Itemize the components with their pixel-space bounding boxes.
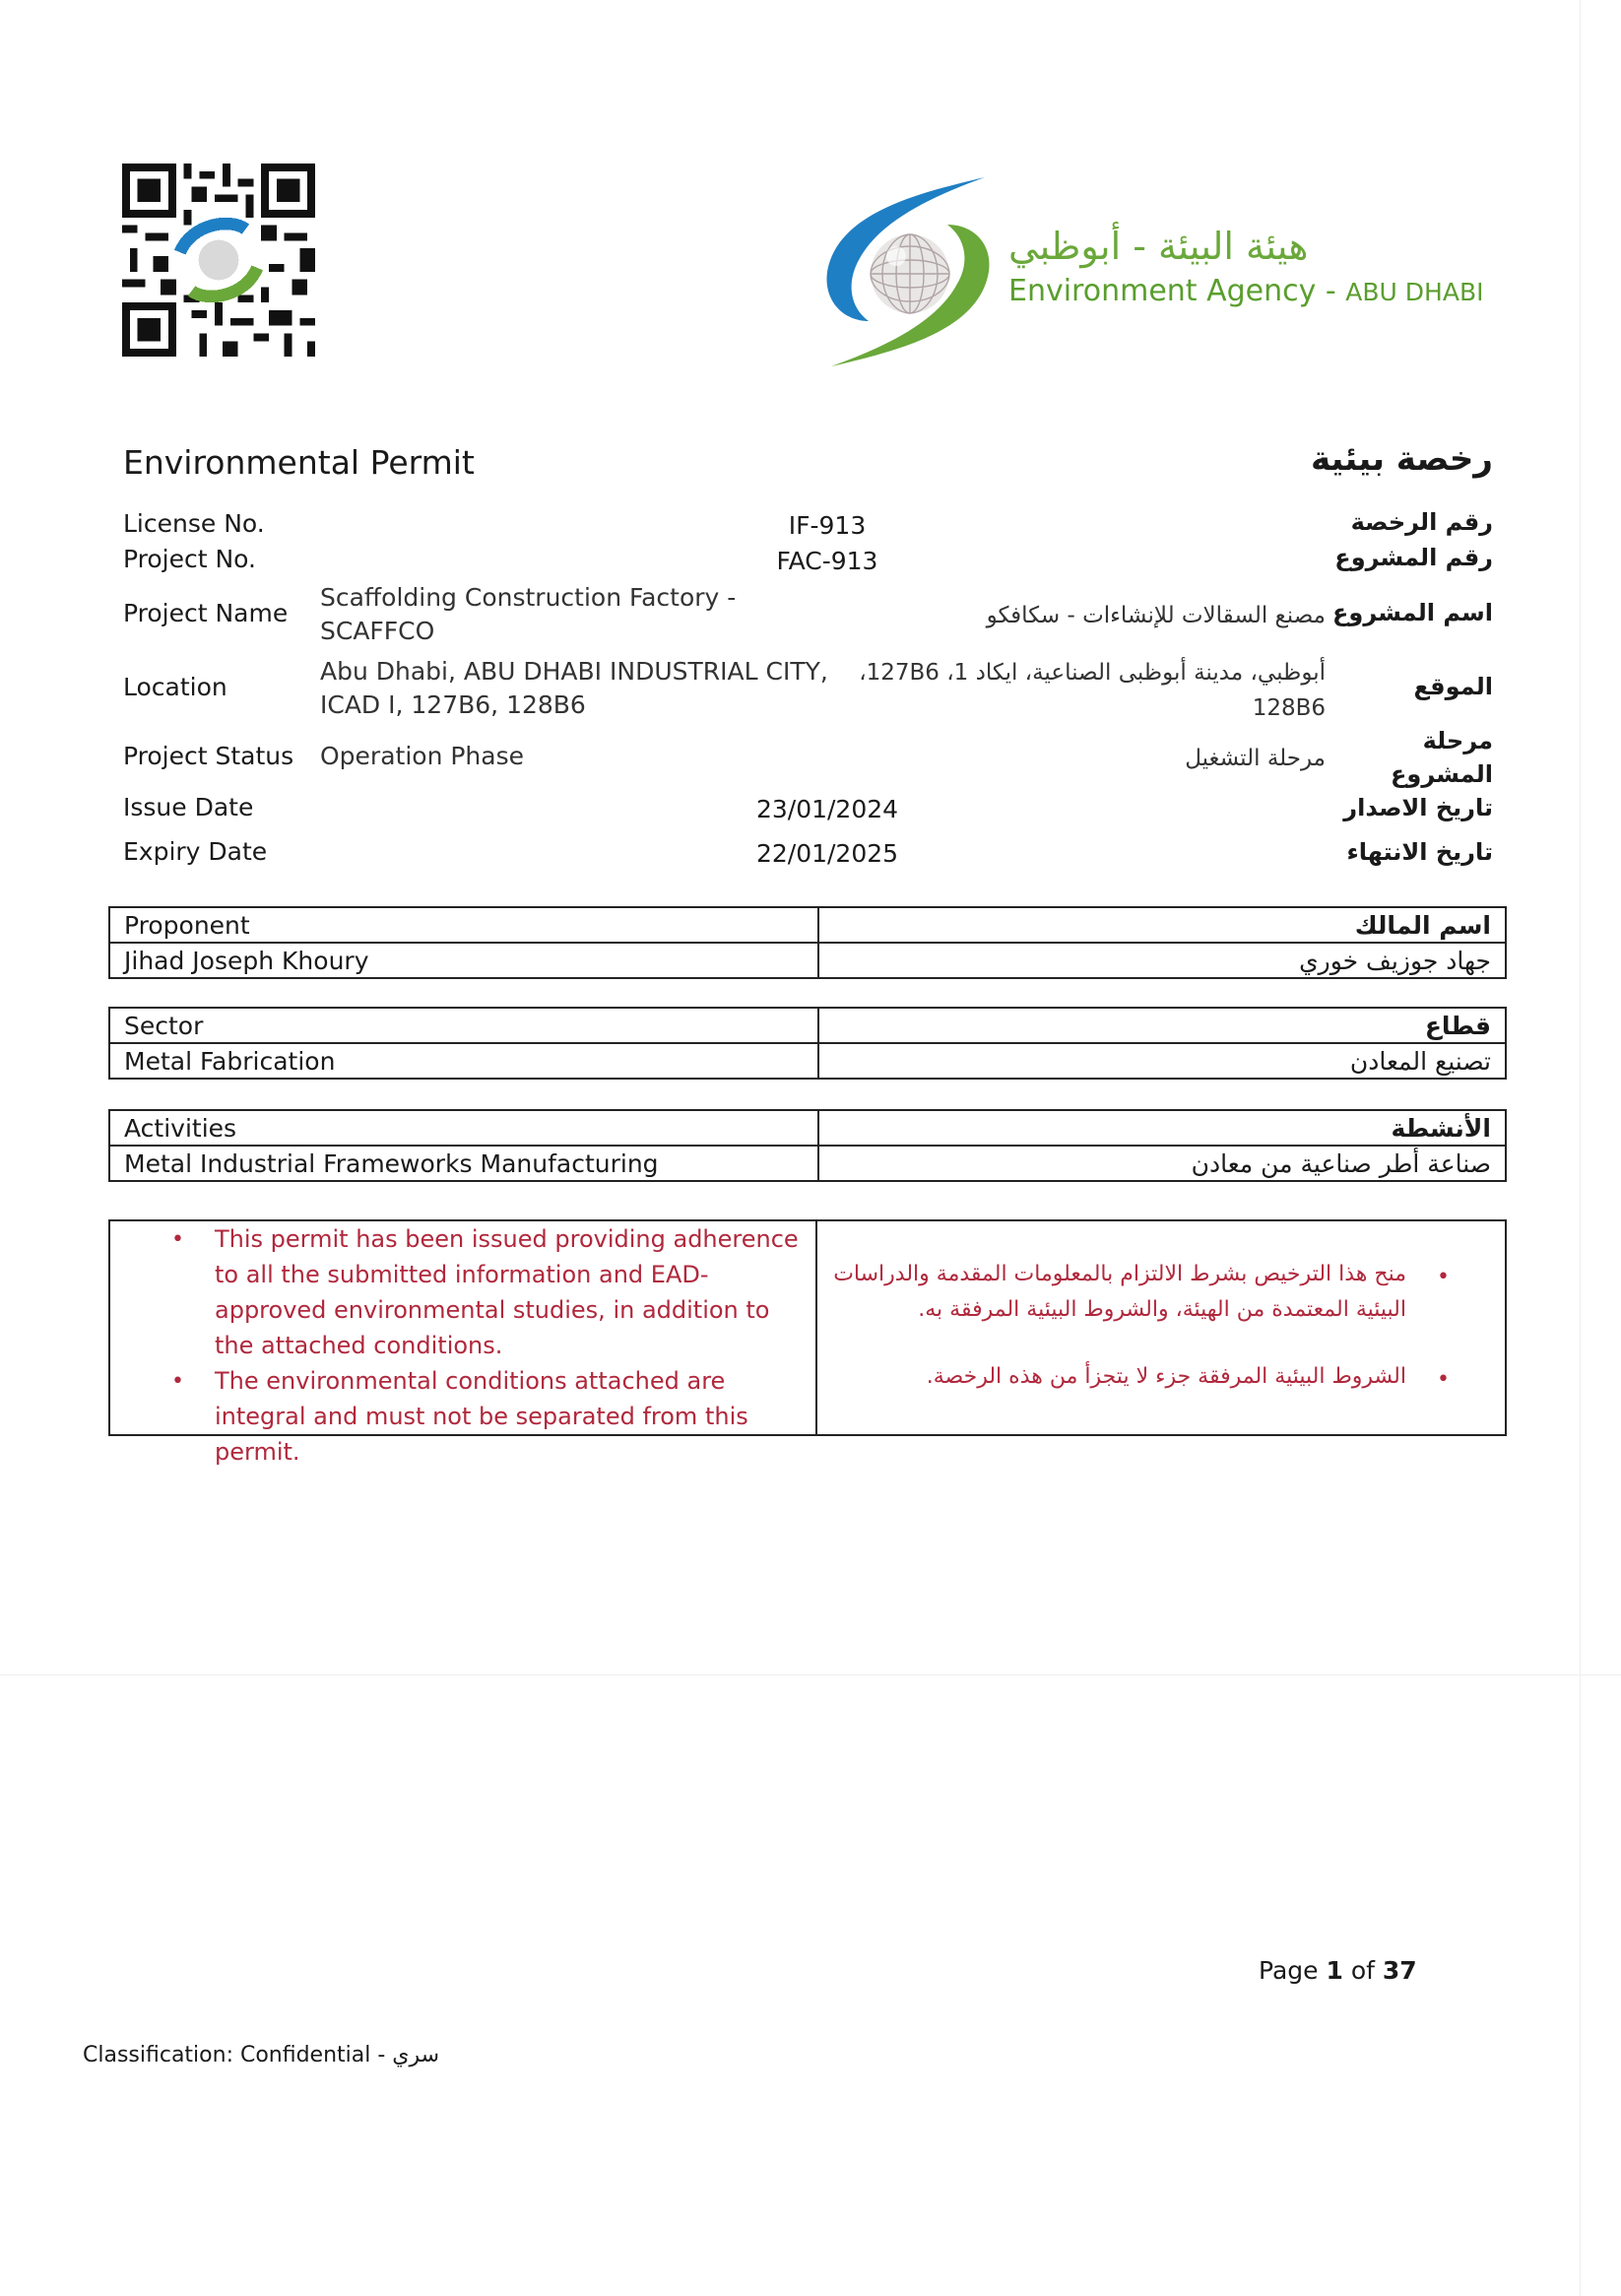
ead-logo-icon xyxy=(819,173,997,370)
status-label: Project Status xyxy=(123,742,294,770)
location-ar-line-2: 128B6 xyxy=(1252,695,1326,721)
status-label-ar-line-2: المشروع xyxy=(1391,760,1493,788)
page-current: 1 xyxy=(1326,1956,1343,1985)
location-ar-line-1: أبوظبي، مدينة أبوظبى الصناعية، ايكاد 1، 127B6، xyxy=(859,660,1326,686)
activities-header-arabic: الأنشطة xyxy=(818,1110,1506,1146)
note-bullet-arabic: • xyxy=(1437,1265,1450,1289)
project-name-value xyxy=(320,581,736,648)
notes-divider xyxy=(815,1221,817,1434)
table-row xyxy=(109,907,1506,943)
status-label-ar-line-1: مرحلة xyxy=(1422,727,1493,754)
sector-header: Sector xyxy=(109,1008,818,1043)
license-label: License No. xyxy=(123,509,265,538)
expiry-date-label-arabic: تاريخ الانتهاء xyxy=(1346,838,1493,866)
project-name-line-1: Scaffolding Construction Factory - xyxy=(320,583,737,612)
status-value-arabic: مرحلة التشغيل xyxy=(1185,746,1326,771)
page-divider xyxy=(0,1674,1621,1675)
proponent-value-arabic: جهاد جوزيف خوري xyxy=(818,943,1506,978)
table-row xyxy=(109,1043,1506,1079)
project-name-label-arabic: اسم المشروع xyxy=(1332,599,1493,626)
sector-value: Metal Fabrication xyxy=(109,1043,818,1079)
license-label-arabic: رقم الرخصة xyxy=(1350,508,1493,536)
page-total: 37 xyxy=(1382,1956,1417,1985)
note-bullet: • xyxy=(171,1227,184,1252)
activities-value-arabic: صناعة أطر صناعية من معادن xyxy=(818,1146,1506,1181)
expiry-date-value: 22/01/2025 xyxy=(755,839,899,868)
sector-header-arabic: قطاع xyxy=(818,1008,1506,1043)
license-value: IF-913 xyxy=(788,511,867,540)
note-ar-1: منح هذا الترخيص بشرط الالتزام بالمعلومات المقدمة والدراسات البيئية المعتمدة من الهيئة، والشروط البيئية المرفقة به. xyxy=(833,1262,1406,1322)
document-title-arabic: رخصة بيئية xyxy=(1310,439,1493,479)
sector-value-arabic: تصنيع المعادن xyxy=(818,1043,1506,1079)
note-en-2: The environmental conditions attached are integral and must not be separated from this permit. xyxy=(215,1367,748,1466)
agency-name-english xyxy=(1008,274,1483,308)
agency-name-en-main: Environment Agency - xyxy=(1008,274,1336,308)
table-row xyxy=(109,1008,1506,1043)
location-line-2: ICAD I, 127B6, 128B6 xyxy=(320,690,586,719)
page-number xyxy=(1259,1956,1417,1985)
proponent-header-arabic: اسم المالك xyxy=(818,907,1506,943)
proponent-table xyxy=(108,906,1507,979)
table-row xyxy=(109,1146,1506,1181)
project-name-value-arabic: مصنع السقالات للإنشاءات - سكافكو xyxy=(986,603,1326,628)
location-value xyxy=(320,655,828,722)
note-bullet-arabic: • xyxy=(1437,1367,1450,1392)
table-row xyxy=(109,943,1506,978)
project-name-line-2: SCAFFCO xyxy=(320,617,435,645)
status-label-arabic xyxy=(1391,724,1493,791)
note-bullet: • xyxy=(171,1369,184,1394)
location-value-arabic xyxy=(859,655,1326,726)
location-label: Location xyxy=(123,673,227,701)
project-name-label: Project Name xyxy=(123,599,289,627)
activities-header: Activities xyxy=(109,1110,818,1146)
agency-name-arabic: هيئة البيئة - أبوظبي xyxy=(1008,225,1309,268)
location-line-1: Abu Dhabi, ABU DHABI INDUSTRIAL CITY, xyxy=(320,657,828,686)
table-row xyxy=(109,1110,1506,1146)
status-value: Operation Phase xyxy=(320,742,525,770)
scan-edge-line xyxy=(1580,0,1581,2296)
activities-value: Metal Industrial Frameworks Manufacturing xyxy=(109,1146,818,1181)
location-label-arabic: الموقع xyxy=(1413,673,1493,700)
sector-table xyxy=(108,1007,1507,1080)
issue-date-value: 23/01/2024 xyxy=(755,795,899,823)
issue-date-label-arabic: تاريخ الاصدار xyxy=(1343,794,1493,821)
activities-table xyxy=(108,1109,1507,1182)
qr-code-icon xyxy=(122,164,315,357)
project-no-label-arabic: رقم المشروع xyxy=(1334,544,1493,571)
page-of: of xyxy=(1350,1956,1375,1985)
proponent-header: Proponent xyxy=(109,907,818,943)
classification-label: Classification: Confidential - سري xyxy=(83,2043,440,2067)
page-prefix: Page xyxy=(1259,1956,1319,1985)
agency-name-en-city: ABU DHABI xyxy=(1345,278,1484,306)
project-no-label: Project No. xyxy=(123,545,256,573)
note-ar-2: الشروط البيئية المرفقة جزء لا يتجزأ من هذه الرخصة. xyxy=(926,1364,1406,1389)
permit-notes-box xyxy=(108,1219,1507,1466)
issue-date-label: Issue Date xyxy=(123,793,254,821)
expiry-date-label: Expiry Date xyxy=(123,837,268,866)
proponent-value: Jihad Joseph Khoury xyxy=(109,943,818,978)
document-title: Environmental Permit xyxy=(123,443,475,482)
project-no-value: FAC-913 xyxy=(776,547,878,575)
note-en-1: This permit has been issued providing adherence to all the submitted information and EAD-approved environmental studies, in addition to the attached conditions. xyxy=(215,1225,799,1359)
